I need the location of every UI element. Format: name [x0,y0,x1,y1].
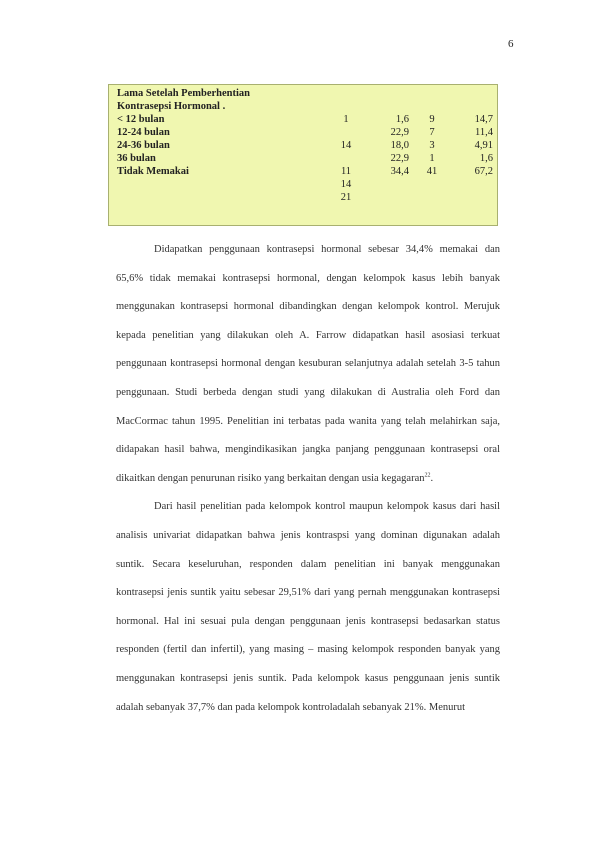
cell-value: 18,0 [390,140,409,151]
cell-value: 3 [429,140,435,151]
cell-value: 21 [340,192,352,203]
row-label: Tidak Memakai [117,166,189,177]
table-row [117,87,497,100]
cell-value: 14,7 [474,114,493,125]
table-row [117,100,497,113]
cell-value: 11 [340,166,352,177]
cell-value: 9 [429,114,435,125]
table-row [117,113,497,126]
cell-value: 1,6 [395,114,409,125]
table-row [117,165,497,178]
row-label: 24-36 bulan [117,140,170,151]
cell-value: 22,9 [390,153,409,164]
data-table [108,84,498,226]
cell-value: 14 [340,179,352,190]
row-label: Kontrasepsi Hormonal . [117,101,226,112]
cell-value: 11,4 [475,127,493,138]
cell-value: 1 [343,114,349,125]
table-row [117,152,497,165]
body-text [116,236,500,722]
cell-value: 14 [340,140,352,151]
row-label: 36 bulan [117,153,156,164]
paragraph [116,493,500,722]
cell-value: 1,6 [479,153,493,164]
paragraph-text: Didapatkan penggunaan kontrasepsi hormonal sebesar 34,4% memakai dan 65,6% tidak memakai kontrasepsi hormonal, dengan kelompok kasus lebih banyak menggunakan kontrasepsi hormonal dibandingkan dengan kelompok kontrol. Merujuk kepada penelitian yang dilakukan oleh A. Farrow didapatkan hasil asosiasi terkuat penggunaan kontrasepsi hormonal dengan kesuburan selanjutnya adalah setelah 3-5 tahun penggunaan. Studi berbeda dengan studi yang dilakukan di Australia oleh Ford dan MacCormac tahun 1995. Penelitian ini terbatas pada wanita yang telah melahirkan saja, didapakan hasil bahwa, mengindikasikan jangka panjang penggunaan kontrasepsi oral dikaitkan dengan penurunan risiko yang berkaitan dengan usia kegagaran [116,244,500,484]
table-row [117,126,497,139]
cell-value: 67,2 [474,166,493,177]
row-label: 12-24 bulan [117,127,170,138]
table-row [117,178,497,191]
row-label: < 12 bulan [117,114,165,125]
cell-value: 7 [429,127,435,138]
paragraph: Didapatkan penggunaan kontrasepsi hormonal sebesar 34,4% memakai dan 65,6% tidak memakai kontrasepsi hormonal, dengan kelompok kasus lebih banyak menggunakan kontrasepsi hormonal dibandingkan dengan kelompok kontrol. Merujuk kepada penelitian yang dilakukan oleh A. Farrow didapatkan hasil asosiasi terkuat penggunaan kontrasepsi hormonal dengan kesuburan selanjutnya adalah setelah 3-5 tahun penggunaan. Studi berbeda dengan studi yang dilakukan di Australia oleh Ford dan MacCormac tahun 1995. Penelitian ini terbatas pada wanita yang telah melahirkan saja, didapakan hasil bahwa, mengindikasikan jangka panjang penggunaan kontrasepsi oral dikaitkan dengan penurunan risiko yang berkaitan dengan usia kegagaran$^{22}$. [116,244,500,484]
citation-superscript: 22 [424,472,431,479]
cell-value: 4,91 [474,140,493,151]
paragraph-text: Dari hasil penelitian pada kelompok kontrol maupun kelompok kasus dari hasil analisis univariat didapatkan bahwa jenis kontraspsi yang dominan digunakan adalah suntik. Secara keseluruhan, responden dalam penelitian ini banyak menggunakan kontrasepsi jenis suntik yaitu sebesar 29,51% dari yang pernah menggunakan kontrasepsi hormonal. Hal ini sesuai pula dengan penggunaan jenis kontrasepsi bedasarkan status responden (fertil dan infertil), yang masing – masing kelompok responden banyak yang menggunakan kontrasepsi jenis suntik. Pada kelompok kasus penggunaan jenis suntik adalah sebanyak 37,7% dan pada kelompok kontroladalah sebanyak 21%. Menurut [116,501,500,713]
cell-value: 41 [426,166,438,177]
cell-value: 22,9 [390,127,409,138]
page-number: 6 [508,38,514,50]
cell-value: 1 [429,153,435,164]
table-row [117,191,497,204]
row-label: Lama Setelah Pemberhentian [117,88,250,99]
cell-value: 34,4 [390,166,409,177]
table-row [117,139,497,152]
